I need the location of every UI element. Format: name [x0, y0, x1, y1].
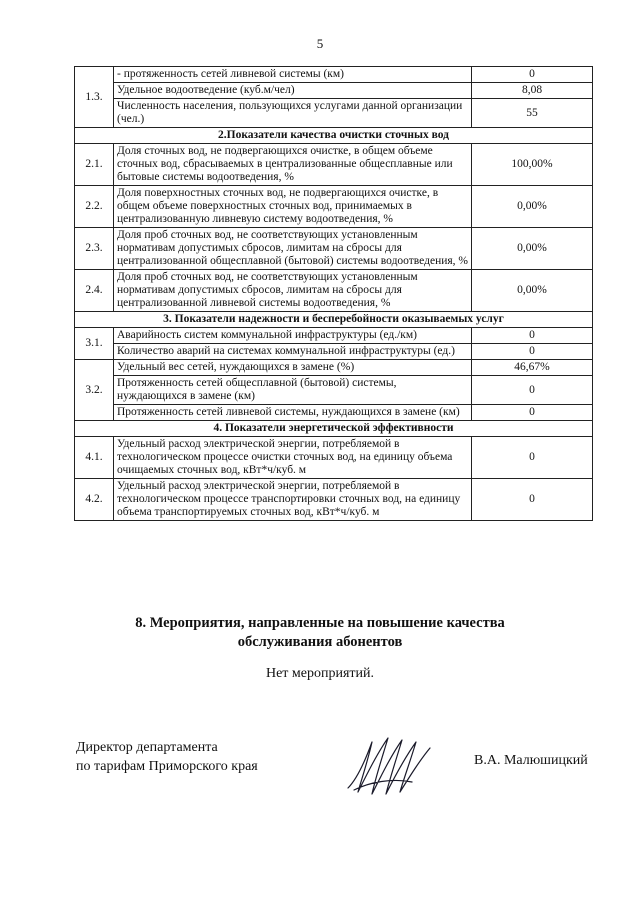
indicators-table-container [74, 66, 592, 521]
section-row [75, 128, 593, 144]
indicator-text: Удельный вес сетей, нуждающихся в замене (%) [114, 360, 472, 376]
indicator-value: 0 [472, 405, 593, 421]
indicator-value: 0,00% [472, 270, 593, 312]
row-number: 1.3. [75, 67, 114, 128]
indicator-text: Удельный расход электрической энергии, потребляемой в технологическом процессе очистки сточных вод, на единицу объема очищаемых сточных вод, кВт*ч/куб. м [114, 437, 472, 479]
indicator-text: Доля проб сточных вод, не соответствующих установленным нормативам допустимых сбросов, лимитам на сбросы для централизованной ливневой системы водоотведения, % [114, 270, 472, 312]
indicator-value: 55 [472, 99, 593, 128]
table-row [75, 479, 593, 521]
section-8-heading [0, 614, 640, 652]
row-number: 2.3. [75, 228, 114, 270]
indicator-text: - протяженность сетей ливневой системы (км) [114, 67, 472, 83]
row-number: 2.2. [75, 186, 114, 228]
indicator-value: 46,67% [472, 360, 593, 376]
signatory-title [76, 738, 258, 776]
indicator-value: 8,08 [472, 83, 593, 99]
table-row [75, 228, 593, 270]
table-row [75, 144, 593, 186]
indicator-text: Доля сточных вод, не подвергающихся очистке, в общем объеме сточных вод, сбрасываемых в централизованные общесплавные или бытовые системы водоотведения, % [114, 144, 472, 186]
section-row [75, 312, 593, 328]
section-heading-4: 4. Показатели энергетической эффективности [75, 421, 593, 437]
indicator-text: Количество аварий на системах коммунальной инфраструктуры (ед.) [114, 344, 472, 360]
indicator-text: Доля поверхностных сточных вод, не подвергающихся очистке, в общем объеме поверхностных сточных вод, принимаемых в централизованную ливневую систему водоотведения, % [114, 186, 472, 228]
table-row [75, 83, 593, 99]
indicator-text: Доля проб сточных вод, не соответствующих установленным нормативам допустимых сбросов, лимитам на сбросы для централизованной общесплавной (бытовой) системы водоотведения, % [114, 228, 472, 270]
indicator-text: Удельный расход электрической энергии, потребляемой в технологическом процессе транспортировки сточных вод, на единицу объема транспортируемых сточных вод, кВт*ч/куб. м [114, 479, 472, 521]
indicator-text: Удельное водоотведение (куб.м/чел) [114, 83, 472, 99]
page-number: 5 [316, 36, 324, 51]
table-row [75, 67, 593, 83]
handwritten-signature-icon [342, 730, 442, 800]
table-row [75, 270, 593, 312]
row-number: 3.2. [75, 360, 114, 421]
indicator-text: Протяженность сетей ливневой системы, нуждающихся в замене (км) [114, 405, 472, 421]
table-row [75, 186, 593, 228]
signatory-name: В.А. Малюшицкий [474, 753, 588, 768]
indicator-value: 0 [472, 328, 593, 344]
indicator-value: 0 [472, 344, 593, 360]
indicator-text: Аварийность систем коммунальной инфраструктуры (ед./км) [114, 328, 472, 344]
signatory-title-line2: по тарифам Приморского края [76, 759, 258, 774]
table-row [75, 360, 593, 376]
row-number: 2.1. [75, 144, 114, 186]
indicator-value: 0 [472, 479, 593, 521]
row-number: 4.1. [75, 437, 114, 479]
no-measures-text: Нет мероприятий. [265, 666, 375, 681]
table-row [75, 405, 593, 421]
indicator-value: 0,00% [472, 228, 593, 270]
indicator-value: 0,00% [472, 186, 593, 228]
indicator-value: 0 [472, 376, 593, 405]
table-row [75, 344, 593, 360]
table-row [75, 328, 593, 344]
indicator-value: 0 [472, 437, 593, 479]
table-row [75, 376, 593, 405]
row-number: 2.4. [75, 270, 114, 312]
signatory-title-line1: Директор департамента [76, 740, 218, 755]
section-row [75, 421, 593, 437]
section-heading-2: 2.Показатели качества очистки сточных вод [75, 128, 593, 144]
table-row [75, 437, 593, 479]
table-row [75, 99, 593, 128]
indicators-table [74, 66, 593, 521]
indicator-text: Численность населения, пользующихся услугами данной организации (чел.) [114, 99, 472, 128]
indicator-text: Протяженность сетей общесплавной (бытовой) системы, нуждающихся в замене (км) [114, 376, 472, 405]
row-number: 3.1. [75, 328, 114, 360]
section-8-heading-line1: 8. Мероприятия, направленные на повышение качества [135, 615, 505, 631]
section-8-heading-line2: обслуживания абонентов [237, 634, 403, 650]
section-heading-3: 3. Показатели надежности и бесперебойности оказываемых услуг [75, 312, 593, 328]
row-number: 4.2. [75, 479, 114, 521]
indicator-value: 0 [472, 67, 593, 83]
indicator-value: 100,00% [472, 144, 593, 186]
